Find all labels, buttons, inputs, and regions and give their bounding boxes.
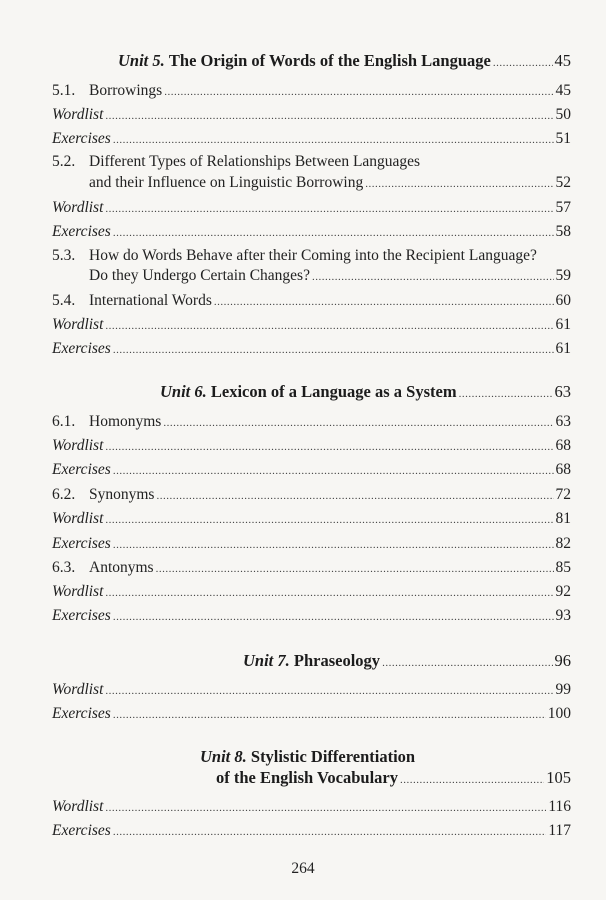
toc-entry	[52, 510, 571, 528]
leader-dots	[365, 178, 553, 190]
entry-label: Wordlist	[52, 681, 104, 698]
entry-page-number: 82	[555, 535, 571, 552]
leader-dots	[312, 271, 554, 283]
leader-dots	[105, 514, 553, 526]
toc-entry-first-line	[52, 247, 571, 265]
toc-entry	[52, 535, 571, 553]
leader-dots	[113, 134, 554, 146]
entry-page-number: 60	[555, 292, 571, 309]
entry-page-number: 117	[548, 822, 571, 839]
toc-entry	[52, 223, 571, 241]
unit-label: Unit 6.	[160, 382, 207, 401]
entry-label: Exercises	[52, 607, 111, 624]
section-number: 6.2.	[52, 486, 76, 503]
entry-page-number: 61	[555, 340, 571, 357]
entry-label: Wordlist	[52, 316, 104, 333]
entry-page-number: 93	[555, 607, 571, 624]
leader-dots	[105, 320, 553, 332]
toc-entry-first-line	[52, 153, 571, 171]
entry-label: How do Words Behave after their Coming into the Recipient Language?	[89, 247, 537, 264]
toc-entry	[52, 583, 571, 601]
toc-entry	[52, 82, 571, 100]
entry-label: Borrowings	[89, 82, 163, 99]
toc-entry	[52, 292, 571, 310]
toc-entry	[52, 413, 571, 431]
leader-dots	[163, 417, 553, 429]
entry-page-number: 57	[555, 199, 571, 216]
toc-entry	[52, 798, 571, 816]
unit-5-heading	[118, 51, 571, 71]
entry-label: Exercises	[52, 705, 111, 722]
leader-dots	[113, 227, 554, 239]
toc-entry	[52, 130, 571, 148]
unit-title: The Origin of Words of the English Language	[168, 51, 491, 70]
toc-entry	[52, 437, 571, 455]
entry-label-continued: Do they Undergo Certain Changes?	[89, 267, 310, 284]
unit-label: Unit 7.	[243, 651, 290, 670]
leader-dots	[493, 57, 553, 69]
leader-dots	[113, 465, 554, 477]
unit-6-heading	[160, 382, 571, 402]
entry-label: Exercises	[52, 340, 111, 357]
entry-page-number: 92	[555, 583, 571, 600]
entry-page-number: 68	[555, 461, 571, 478]
unit-label: Unit 8.	[200, 747, 247, 766]
section-number: 5.1.	[52, 82, 76, 99]
entry-page-number: 99	[555, 681, 571, 698]
entry-page-number: 50	[555, 106, 571, 123]
leader-dots	[105, 685, 553, 697]
entry-label: Exercises	[52, 822, 111, 839]
entry-label: Wordlist	[52, 106, 104, 123]
leader-dots	[382, 657, 552, 669]
entry-label-continued: and their Influence on Linguistic Borrowing	[89, 174, 364, 191]
entry-page-number: 68	[555, 437, 571, 454]
entry-label: Synonyms	[89, 486, 155, 503]
unit-label: Unit 5.	[118, 51, 165, 70]
entry-label: Wordlist	[52, 510, 104, 527]
toc-entry	[52, 486, 571, 504]
leader-dots	[459, 388, 553, 400]
unit-title: Lexicon of a Language as a System	[210, 382, 457, 401]
entry-page-number: 72	[555, 486, 571, 503]
entry-page-number: 58	[555, 223, 571, 240]
unit-7-heading	[243, 651, 571, 671]
unit-title-continued: of the English Vocabulary	[216, 768, 398, 787]
toc-entry	[89, 174, 571, 192]
unit-page-number: 96	[554, 651, 571, 670]
entry-label: Wordlist	[52, 199, 104, 216]
toc-entry	[52, 199, 571, 217]
toc-entry	[52, 559, 571, 577]
entry-page-number: 52	[555, 174, 571, 191]
leader-dots	[113, 539, 554, 551]
page-number: 264	[291, 860, 315, 877]
unit-title: Stylistic Differentiation	[250, 747, 416, 766]
section-number: 5.3.	[52, 247, 76, 264]
entry-page-number: 59	[555, 267, 571, 284]
leader-dots	[400, 774, 544, 786]
unit-title: Phraseology	[293, 651, 381, 670]
entry-label: Wordlist	[52, 798, 104, 815]
toc-entry	[52, 106, 571, 124]
leader-dots	[156, 490, 553, 502]
section-number: 6.3.	[52, 559, 76, 576]
leader-dots	[105, 802, 546, 814]
entry-label: Wordlist	[52, 583, 104, 600]
entry-page-number: 51	[555, 130, 571, 147]
toc-entry	[52, 607, 571, 625]
entry-page-number: 116	[548, 798, 571, 815]
toc-entry	[52, 705, 571, 723]
leader-dots	[113, 709, 546, 721]
entry-label: Exercises	[52, 223, 111, 240]
leader-dots	[164, 86, 553, 98]
section-number: 6.1.	[52, 413, 76, 430]
unit-page-number: 63	[554, 382, 571, 401]
unit-8-heading-first-line	[200, 747, 415, 767]
leader-dots	[214, 296, 554, 308]
entry-page-number: 85	[555, 559, 571, 576]
section-number: 5.4.	[52, 292, 76, 309]
leader-dots	[113, 826, 546, 838]
entry-page-number: 100	[547, 705, 571, 722]
toc-entry	[89, 267, 571, 285]
leader-dots	[156, 563, 554, 575]
toc-entry	[52, 340, 571, 358]
unit-8-heading	[216, 768, 571, 788]
leader-dots	[105, 203, 553, 215]
entry-label: Antonyms	[89, 559, 154, 576]
entry-page-number: 61	[555, 316, 571, 333]
section-number: 5.2.	[52, 153, 76, 170]
unit-page-number: 45	[554, 51, 571, 70]
leader-dots	[105, 110, 553, 122]
entry-page-number: 81	[555, 510, 571, 527]
entry-label: Exercises	[52, 461, 111, 478]
toc-entry	[52, 822, 571, 840]
entry-label: Exercises	[52, 130, 111, 147]
leader-dots	[105, 441, 553, 453]
unit-page-number: 105	[546, 768, 571, 787]
leader-dots	[113, 344, 554, 356]
toc-entry	[52, 681, 571, 699]
leader-dots	[105, 587, 553, 599]
toc-entry	[52, 316, 571, 334]
toc-entry	[52, 461, 571, 479]
entry-page-number: 63	[555, 413, 571, 430]
entry-page-number: 45	[555, 82, 571, 99]
entry-label: Homonyms	[89, 413, 162, 430]
entry-label: International Words	[89, 292, 212, 309]
leader-dots	[113, 611, 554, 623]
entry-label: Exercises	[52, 535, 111, 552]
entry-label: Different Types of Relationships Between Languages	[89, 153, 421, 170]
entry-label: Wordlist	[52, 437, 104, 454]
